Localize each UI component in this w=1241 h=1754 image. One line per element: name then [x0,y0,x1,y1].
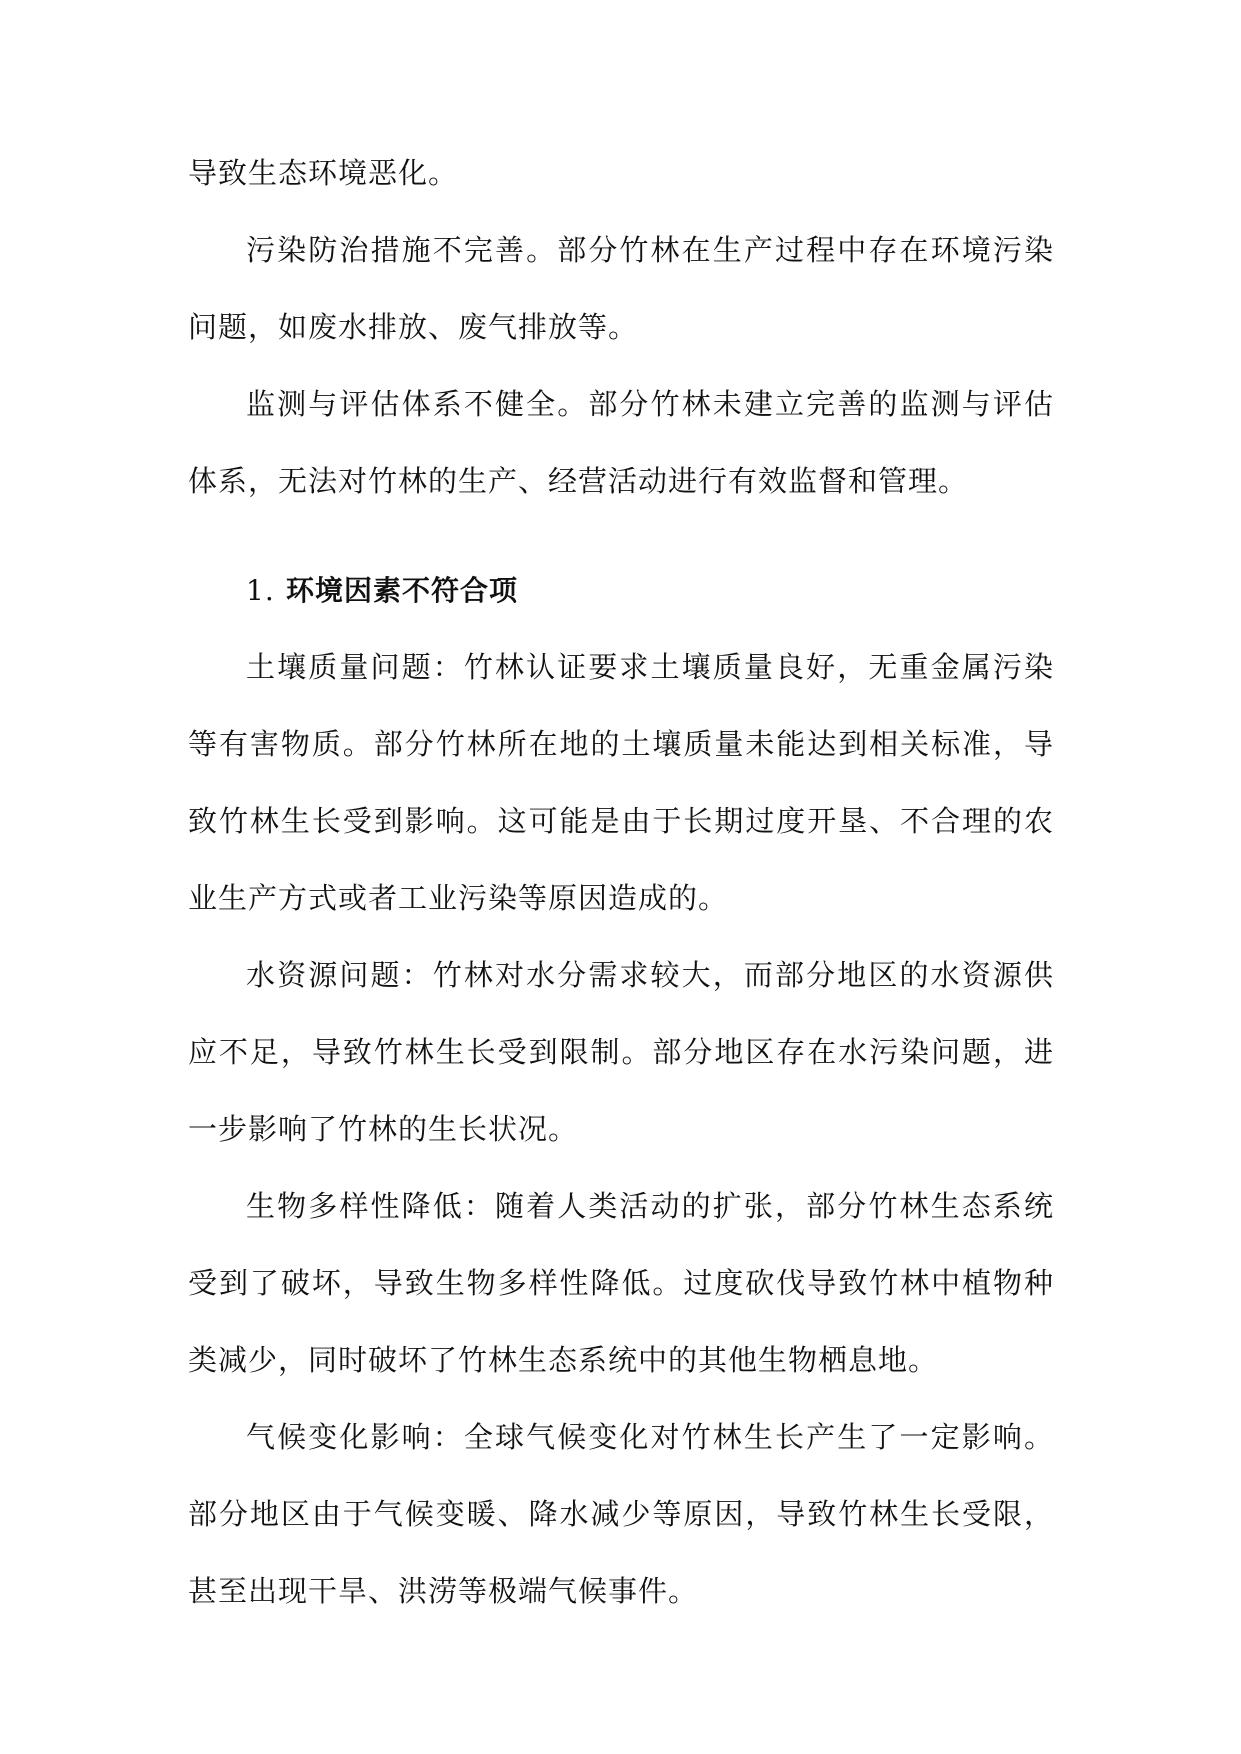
section-heading [188,552,1054,629]
section-title: 环境因素不符合项 [286,574,519,607]
paragraph-water-resources: 水资源问题：竹林对水分需求较大，而部分地区的水资源供应不足，导致竹林生长受到限制。部分地区存在水污染问题，进一步影响了竹林的生长状况。 [188,958,1054,1146]
document-body [188,135,1054,1630]
paragraph-climate-change: 气候变化影响：全球气候变化对竹林生长产生了一定影响。部分地区由于气候变暖、降水减少等原因，导致竹林生长受限，甚至出现干旱、洪涝等极端气候事件。 [188,1420,1054,1608]
paragraph-biodiversity: 生物多样性降低：随着人类活动的扩张，部分竹林生态系统受到了破坏，导致生物多样性降低。过度砍伐导致竹林中植物种类减少，同时破坏了竹林生态系统中的其他生物栖息地。 [188,1189,1054,1377]
paragraph-monitoring-system: 监测与评估体系不健全。部分竹林未建立完善的监测与评估体系，无法对竹林的生产、经营活动进行有效监督和管理。 [188,387,1054,498]
section-number: 1. [246,574,275,607]
paragraph-pollution-control: 污染防治措施不完善。部分竹林在生产过程中存在环境污染问题，如废水排放、废气排放等。 [188,233,1054,344]
paragraph-continuation: 导致生态环境恶化。 [188,156,459,190]
paragraph-soil-quality: 土壤质量问题：竹林认证要求土壤质量良好，无重金属污染等有害物质。部分竹林所在地的土壤质量未能达到相关标准，导致竹林生长受到影响。这可能是由于长期过度开垦、不合理的农业生产方式或者工业污染等原因造成的。 [188,650,1054,915]
